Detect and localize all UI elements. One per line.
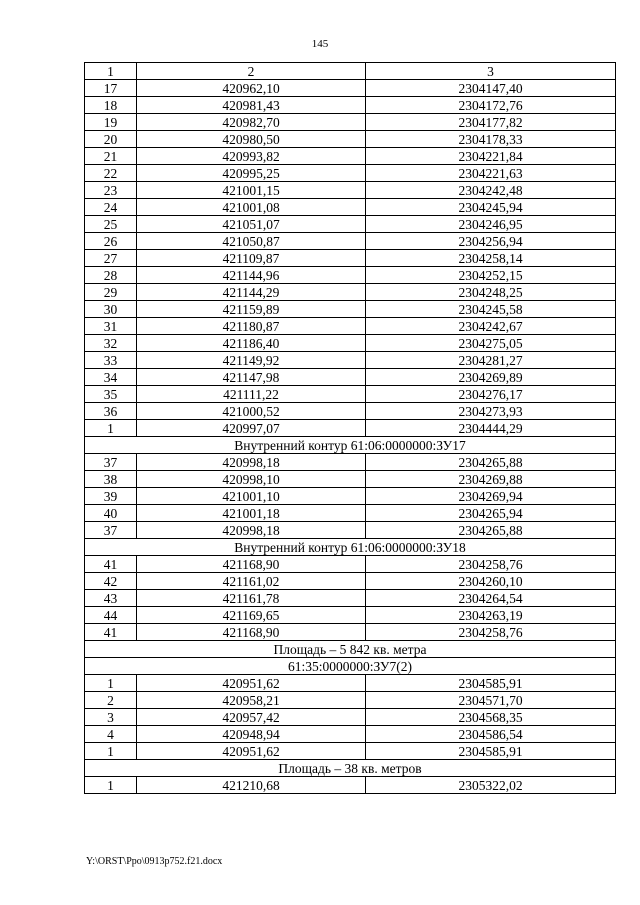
x-coordinate-cell: 421000,52 (137, 403, 366, 420)
y-coordinate-cell: 2304177,82 (366, 114, 616, 131)
table-row (85, 369, 616, 386)
x-coordinate-cell: 420995,25 (137, 165, 366, 182)
point-number-cell: 23 (85, 182, 137, 199)
y-coordinate-cell: 2304264,54 (366, 590, 616, 607)
table-row (85, 301, 616, 318)
y-coordinate-cell: 2304245,58 (366, 301, 616, 318)
x-coordinate-cell: 420980,50 (137, 131, 366, 148)
table-row (85, 267, 616, 284)
table-row (85, 148, 616, 165)
section-title: Площадь – 38 кв. метров (85, 760, 616, 777)
point-number-cell: 31 (85, 318, 137, 335)
x-coordinate-cell: 421109,87 (137, 250, 366, 267)
section-row (85, 658, 616, 675)
x-coordinate-cell: 420962,10 (137, 80, 366, 97)
table-row (85, 335, 616, 352)
table-row (85, 777, 616, 794)
x-coordinate-cell: 421161,78 (137, 590, 366, 607)
column-number-2: 2 (137, 63, 366, 80)
y-coordinate-cell: 2304571,70 (366, 692, 616, 709)
y-coordinate-cell: 2304568,35 (366, 709, 616, 726)
point-number-cell: 1 (85, 777, 137, 794)
table-row (85, 216, 616, 233)
point-number-cell: 1 (85, 743, 137, 760)
point-number-cell: 41 (85, 556, 137, 573)
y-coordinate-cell: 2304263,19 (366, 607, 616, 624)
x-coordinate-cell: 421149,92 (137, 352, 366, 369)
y-coordinate-cell: 2304245,94 (366, 199, 616, 216)
point-number-cell: 32 (85, 335, 137, 352)
point-number-cell: 41 (85, 624, 137, 641)
x-coordinate-cell: 420951,62 (137, 743, 366, 760)
table-row (85, 318, 616, 335)
x-coordinate-cell: 421159,89 (137, 301, 366, 318)
x-coordinate-cell: 421161,02 (137, 573, 366, 590)
point-number-cell: 1 (85, 420, 137, 437)
table-row (85, 420, 616, 437)
x-coordinate-cell: 421186,40 (137, 335, 366, 352)
x-coordinate-cell: 421144,29 (137, 284, 366, 301)
section-row (85, 437, 616, 454)
column-number-1: 1 (85, 63, 137, 80)
x-coordinate-cell: 420981,43 (137, 97, 366, 114)
table-row (85, 250, 616, 267)
y-coordinate-cell: 2304256,94 (366, 233, 616, 250)
y-coordinate-cell: 2304246,95 (366, 216, 616, 233)
table-row (85, 709, 616, 726)
y-coordinate-cell: 2304178,33 (366, 131, 616, 148)
x-coordinate-cell: 420958,21 (137, 692, 366, 709)
y-coordinate-cell: 2304586,54 (366, 726, 616, 743)
column-number-3: 3 (366, 63, 616, 80)
y-coordinate-cell: 2304269,88 (366, 471, 616, 488)
y-coordinate-cell: 2304258,14 (366, 250, 616, 267)
point-number-cell: 22 (85, 165, 137, 182)
point-number-cell: 38 (85, 471, 137, 488)
point-number-cell: 30 (85, 301, 137, 318)
page-number: 145 (311, 38, 329, 50)
coordinates-table (84, 62, 616, 794)
y-coordinate-cell: 2304172,76 (366, 97, 616, 114)
x-coordinate-cell: 421050,87 (137, 233, 366, 250)
section-row (85, 641, 616, 658)
table-row (85, 522, 616, 539)
table-row (85, 488, 616, 505)
point-number-cell: 2 (85, 692, 137, 709)
point-number-cell: 26 (85, 233, 137, 250)
y-coordinate-cell: 2304258,76 (366, 624, 616, 641)
table-row (85, 675, 616, 692)
section-title: Внутренний контур 61:06:0000000:ЗУ18 (85, 539, 616, 556)
point-number-cell: 37 (85, 522, 137, 539)
table-row (85, 590, 616, 607)
y-coordinate-cell: 2304585,91 (366, 743, 616, 760)
y-coordinate-cell: 2304265,88 (366, 454, 616, 471)
point-number-cell: 19 (85, 114, 137, 131)
point-number-cell: 43 (85, 590, 137, 607)
point-number-cell: 1 (85, 675, 137, 692)
y-coordinate-cell: 2304147,40 (366, 80, 616, 97)
y-coordinate-cell: 2304242,67 (366, 318, 616, 335)
x-coordinate-cell: 421051,07 (137, 216, 366, 233)
y-coordinate-cell: 2304273,93 (366, 403, 616, 420)
y-coordinate-cell: 2304269,94 (366, 488, 616, 505)
table-row (85, 403, 616, 420)
x-coordinate-cell: 421169,65 (137, 607, 366, 624)
point-number-cell: 34 (85, 369, 137, 386)
section-row (85, 539, 616, 556)
y-coordinate-cell: 2304275,05 (366, 335, 616, 352)
y-coordinate-cell: 2304221,84 (366, 148, 616, 165)
y-coordinate-cell: 2304585,91 (366, 675, 616, 692)
point-number-cell: 21 (85, 148, 137, 165)
table-row (85, 692, 616, 709)
table-row (85, 386, 616, 403)
section-title: Внутренний контур 61:06:0000000:ЗУ17 (85, 437, 616, 454)
point-number-cell: 4 (85, 726, 137, 743)
x-coordinate-cell: 420998,18 (137, 454, 366, 471)
y-coordinate-cell: 2304265,88 (366, 522, 616, 539)
point-number-cell: 29 (85, 284, 137, 301)
x-coordinate-cell: 420998,10 (137, 471, 366, 488)
table-row (85, 199, 616, 216)
y-coordinate-cell: 2304252,15 (366, 267, 616, 284)
column-number-row (85, 63, 616, 80)
x-coordinate-cell: 421111,22 (137, 386, 366, 403)
y-coordinate-cell: 2304242,48 (366, 182, 616, 199)
table-row (85, 233, 616, 250)
y-coordinate-cell: 2304281,27 (366, 352, 616, 369)
point-number-cell: 44 (85, 607, 137, 624)
table-row (85, 182, 616, 199)
x-coordinate-cell: 421168,90 (137, 556, 366, 573)
table-row (85, 97, 616, 114)
x-coordinate-cell: 420998,18 (137, 522, 366, 539)
point-number-cell: 24 (85, 199, 137, 216)
section-title: 61:35:0000000:ЗУ7(2) (85, 658, 616, 675)
table-row (85, 624, 616, 641)
y-coordinate-cell: 2304221,63 (366, 165, 616, 182)
x-coordinate-cell: 420982,70 (137, 114, 366, 131)
file-path-footer: Y:\ORST\Ppo\0913p752.f21.docx (86, 856, 223, 867)
y-coordinate-cell: 2304444,29 (366, 420, 616, 437)
x-coordinate-cell: 420997,07 (137, 420, 366, 437)
table-row (85, 80, 616, 97)
section-title: Площадь – 5 842 кв. метра (85, 641, 616, 658)
point-number-cell: 3 (85, 709, 137, 726)
table-row (85, 165, 616, 182)
y-coordinate-cell: 2304276,17 (366, 386, 616, 403)
x-coordinate-cell: 421168,90 (137, 624, 366, 641)
table-row (85, 726, 616, 743)
point-number-cell: 42 (85, 573, 137, 590)
x-coordinate-cell: 420993,82 (137, 148, 366, 165)
x-coordinate-cell: 421001,18 (137, 505, 366, 522)
coordinates-table-body (85, 63, 616, 794)
table-row (85, 505, 616, 522)
point-number-cell: 36 (85, 403, 137, 420)
table-row (85, 607, 616, 624)
point-number-cell: 17 (85, 80, 137, 97)
table-row (85, 114, 616, 131)
point-number-cell: 25 (85, 216, 137, 233)
point-number-cell: 18 (85, 97, 137, 114)
point-number-cell: 28 (85, 267, 137, 284)
table-row (85, 131, 616, 148)
table-row (85, 352, 616, 369)
point-number-cell: 37 (85, 454, 137, 471)
table-row (85, 454, 616, 471)
x-coordinate-cell: 421144,96 (137, 267, 366, 284)
x-coordinate-cell: 420957,42 (137, 709, 366, 726)
x-coordinate-cell: 420948,94 (137, 726, 366, 743)
point-number-cell: 35 (85, 386, 137, 403)
x-coordinate-cell: 421001,10 (137, 488, 366, 505)
x-coordinate-cell: 421001,08 (137, 199, 366, 216)
x-coordinate-cell: 421180,87 (137, 318, 366, 335)
table-row (85, 471, 616, 488)
point-number-cell: 20 (85, 131, 137, 148)
y-coordinate-cell: 2305322,02 (366, 777, 616, 794)
y-coordinate-cell: 2304258,76 (366, 556, 616, 573)
table-row (85, 743, 616, 760)
section-row (85, 760, 616, 777)
y-coordinate-cell: 2304265,94 (366, 505, 616, 522)
y-coordinate-cell: 2304269,89 (366, 369, 616, 386)
table-row (85, 284, 616, 301)
y-coordinate-cell: 2304248,25 (366, 284, 616, 301)
x-coordinate-cell: 421210,68 (137, 777, 366, 794)
x-coordinate-cell: 420951,62 (137, 675, 366, 692)
x-coordinate-cell: 421147,98 (137, 369, 366, 386)
point-number-cell: 27 (85, 250, 137, 267)
x-coordinate-cell: 421001,15 (137, 182, 366, 199)
y-coordinate-cell: 2304260,10 (366, 573, 616, 590)
table-row (85, 556, 616, 573)
table-row (85, 573, 616, 590)
point-number-cell: 40 (85, 505, 137, 522)
point-number-cell: 33 (85, 352, 137, 369)
point-number-cell: 39 (85, 488, 137, 505)
